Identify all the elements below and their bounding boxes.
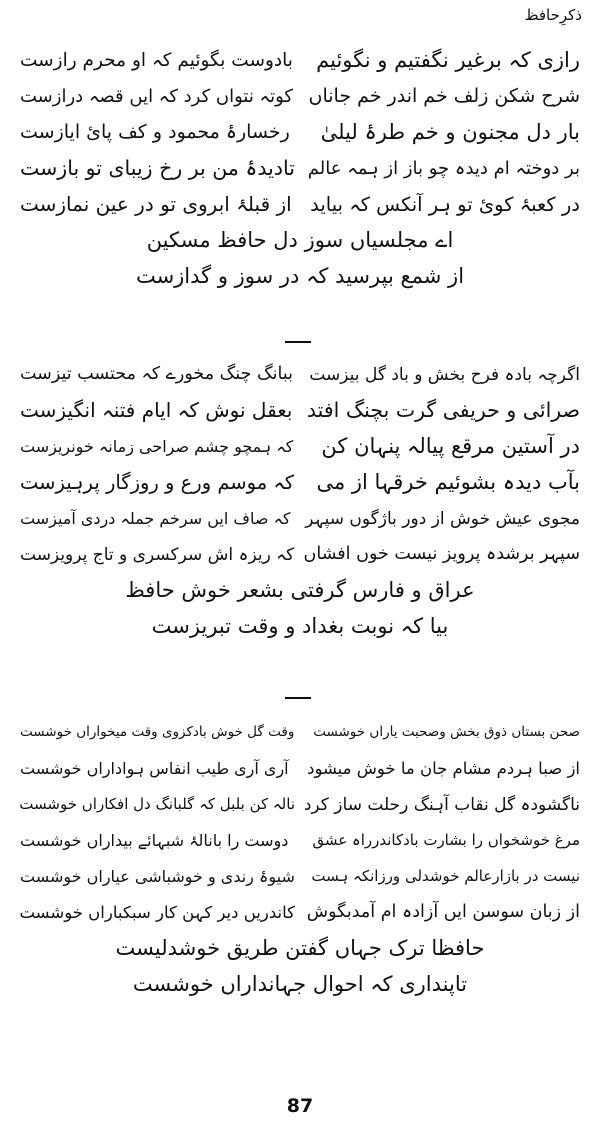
misra-second: آری آری طیب انفاس ہواداراں خوشست	[20, 758, 289, 778]
couplet	[20, 750, 580, 786]
couplet	[20, 858, 580, 894]
misra-second: تادیدۂ من بر رخ زیبای تو بازست	[20, 156, 295, 180]
page-number: 87	[286, 1095, 314, 1117]
couplet	[20, 786, 580, 822]
misra-first: رازی کہ برغیر نگفتیم و نگوئیم	[316, 48, 580, 72]
misra-first: مرغ خوشخواں را بشارت بادکاندرراہ عشق	[312, 831, 580, 849]
couplet	[20, 536, 580, 572]
misra-first: ناگشودہ گل نقاب آہنگ رحلت ساز کرد	[303, 794, 580, 815]
misra-first: شرح شکن زلف خم اندر خم جاناں	[308, 85, 580, 107]
misra-second: کاندریں دیر کہن کار سبکباراں خوشست	[19, 902, 295, 922]
misra-second: از قبلۂ ابروی تو در عین نمازست	[20, 192, 292, 216]
misra-second: بادوست بگوئیم کہ او محرم رازست	[20, 49, 293, 71]
couplet	[20, 114, 580, 150]
couplet	[20, 714, 580, 750]
maqta-line: حافظا ترک جہاں گفتن طریق خوشدلیست	[115, 936, 485, 960]
misra-second: وقت گل خوش بادکزوی وقت میخواراں خوشست	[20, 724, 295, 740]
misra-second: کہ ہمچو چشم صراحی زمانہ خونریزست	[20, 436, 294, 456]
misra-first: در آستین مرقع پیالہ پنہان کن	[321, 434, 580, 458]
misra-second: نالہ کن بلبل کہ گلبانگ دل افکاراں خوشست	[19, 795, 295, 813]
misra-second: کہ صاف ایں سرخم جملہ دردی آمیزست	[20, 508, 291, 528]
ghazal-2	[20, 356, 580, 644]
couplet	[20, 150, 580, 186]
couplet	[20, 464, 580, 500]
misra-first: در کعبۂ کوئ تو ہر آنکس کہ بیاید	[310, 192, 580, 216]
page-header: ذکرِحافظ	[524, 6, 582, 24]
misra-second: رخسارۂ محمود و کف پائ ایازست	[20, 121, 290, 143]
misra-first: صرائی و حریفی گرت بچنگ افتد	[306, 398, 580, 422]
misra-first: اگرچہ بادہ فرح بخش و باد گل بیزست	[309, 364, 580, 385]
maqta-line: عراق و فارس گرفتی بشعر خوش حافظ	[125, 578, 475, 602]
couplet	[20, 78, 580, 114]
misra-second: کہ موسم ورع و روزگار پرہیزست	[20, 470, 295, 494]
misra-second: ببانگ چنگ مخورے کہ محتسب تیزست	[20, 364, 293, 384]
maqta-line: بیا کہ نوبت بغداد و وقت تبریزست	[151, 614, 449, 638]
misra-second: دوست را بانالۂ شبہائے بیداراں خوشست	[20, 830, 289, 850]
couplet	[20, 822, 580, 858]
misra-second: بعقل نوش کہ ایام فتنہ انگیزست	[20, 398, 293, 422]
section-divider	[285, 697, 311, 699]
misra-first: از صبا ہردم مشام جان ما خوش میشود	[307, 758, 580, 778]
couplet	[20, 894, 580, 930]
couplet	[20, 392, 580, 428]
couplet	[20, 42, 580, 78]
misra-second: شیوۂ رندی و خوشباشی عیاراں خوشست	[20, 866, 295, 886]
couplet	[20, 428, 580, 464]
couplet	[20, 500, 580, 536]
section-divider	[285, 341, 311, 343]
maqta-line: تاپنداری کہ احوال جہانداراں خوشست	[132, 972, 468, 996]
couplet	[20, 356, 580, 392]
misra-first: صحن بستاں ذوق بخش وصحبت یاراں خوشست	[313, 724, 580, 740]
misra-first: از زبان سوسن ایں آزادہ ام آمدبگوش	[306, 902, 580, 922]
misra-first: بآب دیدہ بشوئیم خرقہا از می	[316, 470, 580, 494]
ghazal-3	[20, 714, 580, 1002]
ghazal-1	[20, 42, 580, 294]
misra-first: بار دل مجنون و خم طرۂ لیلیٰ	[320, 120, 580, 144]
maqta-line: اے مجلسیاں سوز دل حافظ مسکین	[146, 228, 454, 252]
misra-second: کوتہ نتواں کرد کہ ایں قصہ درازست	[20, 85, 293, 107]
misra-first: بر دوختہ ام دیدہ چو باز از ہمہ عالم	[307, 157, 580, 179]
couplet	[20, 186, 580, 222]
misra-second: کہ ریزہ اش سرکسری و تاج پرویزست	[20, 544, 295, 565]
misra-first: سپہر برشدہ پرویز نیست خوں افشاں	[303, 544, 580, 564]
misra-first: نیست در بازارعالم خوشدلی ورزانکہ ہست	[311, 867, 580, 885]
maqta-line: از شمع بپرسید کہ در سوز و گدازست	[135, 264, 465, 288]
misra-first: مجوی عیش خوش از دور باژگوں سپہر	[305, 508, 580, 529]
